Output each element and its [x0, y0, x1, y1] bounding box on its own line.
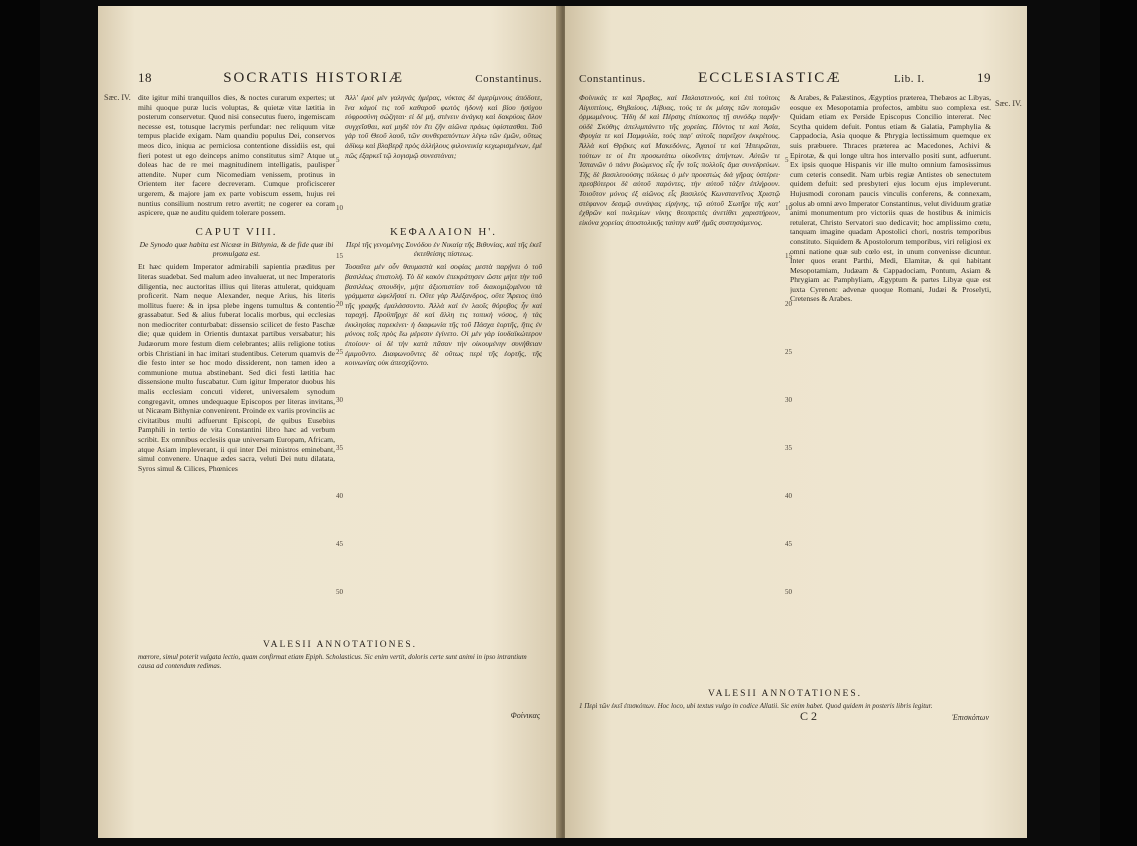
- line-number: 40: [336, 492, 343, 500]
- left-greek-intro: Ἀλλ' ἐμοὶ μὲν γαληνὰς ἡμέρας, νύκτας δὲ ἀμερίμνους ἀπόδοτε, ἵνα κἀμοί τις τοῦ καθαροῦ φωτὸς ἡδονὴ καὶ βίου ἡσύχου εὐφροσύνη σώζηται· εἰ δὲ μή, στένειν ἀνάγκη καὶ δακρύοις ὅλον συγχεῖσθαι, καὶ μηδὲ τὸν ἔτι ζῆν αἰῶνα πράως ὑφίστασθαι. Τοῦ γὰρ τοῦ Θεοῦ λαοῦ, τῶν συνθεραπόντων λέγω τῶν ἐμῶν, οὕτως ἀδίκῳ καὶ βλαβερᾷ πρὸς ἀλλήλους φιλονεικίᾳ κεχωρισμένων, ἐμὲ πῶς ἐξαρκεῖ τῷ λογισμῷ συνεστάναι;: [345, 93, 542, 160]
- left-intro-columns: [138, 93, 542, 220]
- right-running-left: Constantinus.: [579, 73, 646, 85]
- left-running-head: [138, 70, 542, 87]
- right-greek-body: Φοίνικάς τε καὶ Ἄραβας, καὶ Παλαιστινούς, καὶ ἐπὶ τούτοις Αἰγυπτίους, Θηβαίους, Λίβυας, τούς τε ἐκ μέσης τῶν ποταμῶν ὁρμωμένους. Ἤδη δὲ καὶ Πέρσης ἐπίσκοπος τῇ συνόδῳ παρῆν· οὐδὲ Σκύθης ἀπελιμπάνετο τῆς χορείας. Πόντος τε καὶ Ἀσία, Φρυγία τε καὶ Παμφυλία, τοὺς παρ' αὐτοῖς παρεῖχον ἐκκρίτους. Ἀλλὰ καὶ Θρᾷκες καὶ Μακεδόνες, Ἀχαιοί τε καὶ Ἠπειρῶται, τούτων τε οἱ ἔτι προσωτάτω οἰκοῦντες ἀπήντων. Αὐτῶν τε Ἱσπανῶν ὁ πάνυ βοώμενος εἷς ἦν τοῖς πολλοῖς ἅμα συνεδρεύων. Τῆς δὲ βασιλευούσης πόλεως ὁ μὲν προεστὼς διὰ γῆρας ὑστέρει· πρεσβύτεροι δὲ αὐτοῦ παρόντες, τὴν αὐτοῦ τάξιν ἐπλήρουν. Τοιοῦτον μόνος ἐξ αἰῶνος εἷς βασιλεὺς Κωνσταντῖνος Χριστῷ στέφανον δεσμῷ συνάψας εἰρήνης, τῷ αὐτοῦ Σωτῆρι τῆς κατ' ἐχθρῶν καὶ πολεμίων νίκης θεοπρεπὲς ἀνετίθει χαριστήριον, εἰκόνα χορείας ἀποστολικῆς ταύτην καθ' ἡμᾶς συστησάμενος.: [579, 93, 780, 227]
- line-number: 20: [336, 300, 343, 308]
- left-margin-note: Sæc. IV.: [104, 93, 131, 102]
- signature-mark: C 2: [800, 709, 818, 723]
- right-folio: 19: [977, 70, 991, 85]
- line-number: 40: [785, 492, 792, 500]
- right-running-head: [579, 70, 991, 87]
- right-latin-body: & Arabes, & Palæstinos, Ægyptios præterea, Thebæos ac Libyas, eosque ex Mesopotamia profectos, ambitu suo complexa est. Quidam etiam ex Perside Episcopus Concilio intererat. Nec Scytha quidem defuit. Pontus etiam & Galatia, Pamphylia & Cappadocia, Asia quoque & Phrygia lectissimum quemque ex suis præbuere. Thraces præterea ac Macedones, Achivi & Epirotæ, & qui longe ultra hos intervallo positi sunt, adfuerunt. Ex ipsis quoque Hispanis vir ille multo omnium famosissimus cum ceteris consedit. Nam urbis regiæ Antistes ob senectutem quidem defuit: sed presbyteri ejus locum ejus impleverunt. Hujusmodi coronam paucis vinculis conferens, & connexam, solus ab omni ævo Imperator Constantinus, velut dividuum gratiæ animi monumentum pro victoriis quas de hostibus & inimicis retulerat, Christo Servatori suo dedicavit; hoc amplissimo cœtu, tanquam imagine quadam Apostolici chori, nostris temporibus constituto. Siquidem & Apostolorum temporibus, viri religiosi ex omni natione quæ sub cœlo est, in unum convenisse dicuntur. Inter quos erant Parthi, Medi, Elamitæ, & qui habitant Mesopotamiam, Judæam & Cappadociam, Pontum, Asiam & Phrygiam ac Pamphyliam, Ægyptum & partes Libyæ quæ est juxta Cyrenen: advenæ quoque Romani, Judæi & Proselyti, Cretenses & Arabes.: [790, 93, 991, 304]
- left-annotations-text: mœrore, simul poterit vulgata lectio, quam confirmat etiam Epiph. Scholasticus. Sic enim vertit, doloris certe sunt animi in ipso intrantium causa ad contendum redimas.: [138, 653, 527, 670]
- right-running-right: Lib. I.: [893, 73, 925, 85]
- line-number: 15: [336, 252, 343, 260]
- line-number: 25: [336, 348, 343, 356]
- line-number: 35: [336, 444, 343, 452]
- line-number: 5: [785, 156, 789, 164]
- line-number: 45: [336, 540, 343, 548]
- chapter-summary-latin: De Synodo quæ habita est Nicææ in Bithynia, & de fide quæ ibi promulgata est.: [139, 240, 334, 259]
- line-number: 30: [336, 396, 343, 404]
- line-number: 5: [336, 156, 340, 164]
- line-number: 15: [785, 252, 792, 260]
- left-greek-body: Τοσαῦτα μὲν οὖν θαυμαστὰ καὶ σοφίας μεστὰ παρῄνει ὁ τοῦ βασιλέως ἐπιστολή. Τὸ δὲ κακὸν ἐπεκράτησεν ὥστε μήτε τὴν τοῦ βασιλέως σπουδήν, μήτε ἀξιοπιστίαν τοῦ διακομιζομένου τὰ γράμματα ὠφελῆσαί τι. Οὔτε γὰρ Ἀλέξανδρος, οὔτε Ἄρειος ὑπὸ τῆς γραφῆς ἐμαλάσσοντο. Ἀλλὰ καὶ ἐν λαοῖς θόρυβος ἦν καὶ ταραχή. Προϋπῆρχε δὲ καὶ ἄλλη τις τοπικὴ νόσος, ἡ τὰς ἐκκλησίας παρεκίνει· ἡ διαφωνία τῆς τοῦ Πάσχα ἑορτῆς, ἥτις ἐν μόνοις τοῖς πρὸς ἕω μέρεσιν ἐγίνετο. Οἱ μὲν γὰρ ἰουδαϊκώτερον ἐποίουν· οἱ δὲ τὴν κατὰ πᾶσαν τὴν οἰκουμένην συνήθειαν ἐμιμοῦντο. Διαφωνοῦντες δὲ οὕτως περὶ τῆς ἑορτῆς, τῆς κοινωνίας οὐκ ἀπεσχίζοντο.: [345, 262, 542, 368]
- line-number: 35: [785, 444, 792, 452]
- left-latin-intro: dite igitur mihi tranquillos dies, & noctes curarum expertes; ut mihi quoque puræ lucis voluptas, & quietæ vitæ lætitia in posterum conservetur. Quod nisi consecutus fuero, ingemiscam necesse est, totusque lacrymis perfundar: nec reliquum vitæ tempus placide exigam. Nam quandiu populus Dei, conservos meos dico, iniqua ac perniciosa contentione dissidiis est, qui fieri potest ut ego deinceps animo constitutus sim? Atque ut doleas hac de re mei magnitudinem intelligatis, paulisper attendite. Nuper cum Nicomediam venissem, protinus in Orientem iter facere decreveram. Cumque proficiscerer urgerem, & majore jam ex parte vobiscum essem, hujus rei nuntius consilium nostrum retro avertit; ne cogerer ea coram aspicere, quæ ne auditu quidem tolerare possem.: [138, 93, 335, 218]
- right-annotations-title: VALESII ANNOTATIONES.: [707, 689, 862, 699]
- right-catchword: Ἐπισκόπων: [952, 713, 989, 722]
- right-annotations-text: 1 Περὶ τῶν ἐκεῖ ἐπισκόπων. Hoc loco, ubi textus vulgo in codice Allatii. Sic enim habet. Quod quidem in posteris libris legitur.: [579, 702, 933, 710]
- left-running-sub: Constantinus.: [475, 73, 542, 85]
- chapter-greek: ΚΕΦΑΛΑΙΟΝ Η'.: [389, 225, 498, 238]
- left-running-title: SOCRATIS HISTORIÆ: [223, 70, 405, 86]
- line-number: 45: [785, 540, 792, 548]
- right-running-title: ECCLESIASTICÆ: [698, 70, 842, 86]
- left-page: [98, 6, 560, 838]
- line-number: 25: [785, 348, 792, 356]
- chapter-summary-greek: Περὶ τῆς γενομένης Συνόδου ἐν Νικαίᾳ τῆς Βιθυνίας, καὶ τῆς ἐκεῖ ἐκτεθείσης πίστεως.: [345, 240, 542, 259]
- line-number: 10: [336, 204, 343, 212]
- line-number: 10: [785, 204, 792, 212]
- left-annotations-title: VALESII ANNOTATIONES.: [262, 640, 417, 651]
- left-catchword: Φοίνικας: [510, 711, 540, 720]
- left-latin-body: Et hæc quidem Imperator admirabili sapientia præditus per literas suadebat. Sed malum adeo invaluerat, ut nec Imperatoris diligentia, nec auctoritas illius qui literas attulerat, quidquam proficerit. Nam neque Alexander, neque Arius, his literis mollitus fuere: & in ipsa plebe ingens tumultus & contentio grassabatur. Sed & alius fuberat localis morbus, qui ecclesias non mediocriter conturbabat: dissensio scilicet de festo Paschæ die; quæ quidem in Orientis duntaxat partibus versabatur; his Judæorum more festum diem celebrantes; aliis religione totius orbis Christiani in hac imitari studentibus. Ceterum quamvis de die festo inter se hoc modo dissiderent, non tamen ideo a communione mutua abstinebant. Sed dici festi lætitia hac dissensione multo fuscabatur. Cum igitur Imperator duobus his malis ecclesiam concuti videret, universalem synodum congregavit, omnes undequaque Episcopos per literas invitans, ut Nicæam Bithyniæ convenirent. Proinde ex variis provinciis ac civitatibus multi adfuerunt Episcopi, de quibus Eusebius Pamphili in tertio de vita Constantini libro hæc ad verbum scribit. Ex omnibus ecclesiis quæ universam Europam, Africam, atque Asiam impleverant, ii qui inter Dei ministros eminebant, simul convenere. Unaque ædes sacra, veluti Dei nutu dilatata, Syros simul & Cilices, Phœnices: [138, 262, 335, 473]
- line-number: 20: [785, 300, 792, 308]
- line-number: 50: [336, 588, 343, 596]
- right-page: [565, 6, 1027, 838]
- line-number: 30: [785, 396, 792, 404]
- left-folio: 18: [138, 70, 152, 85]
- line-number: 50: [785, 588, 792, 596]
- chapter-latin: CAPUT VIII.: [195, 225, 278, 238]
- right-margin-note: Sæc. IV.: [995, 99, 1022, 108]
